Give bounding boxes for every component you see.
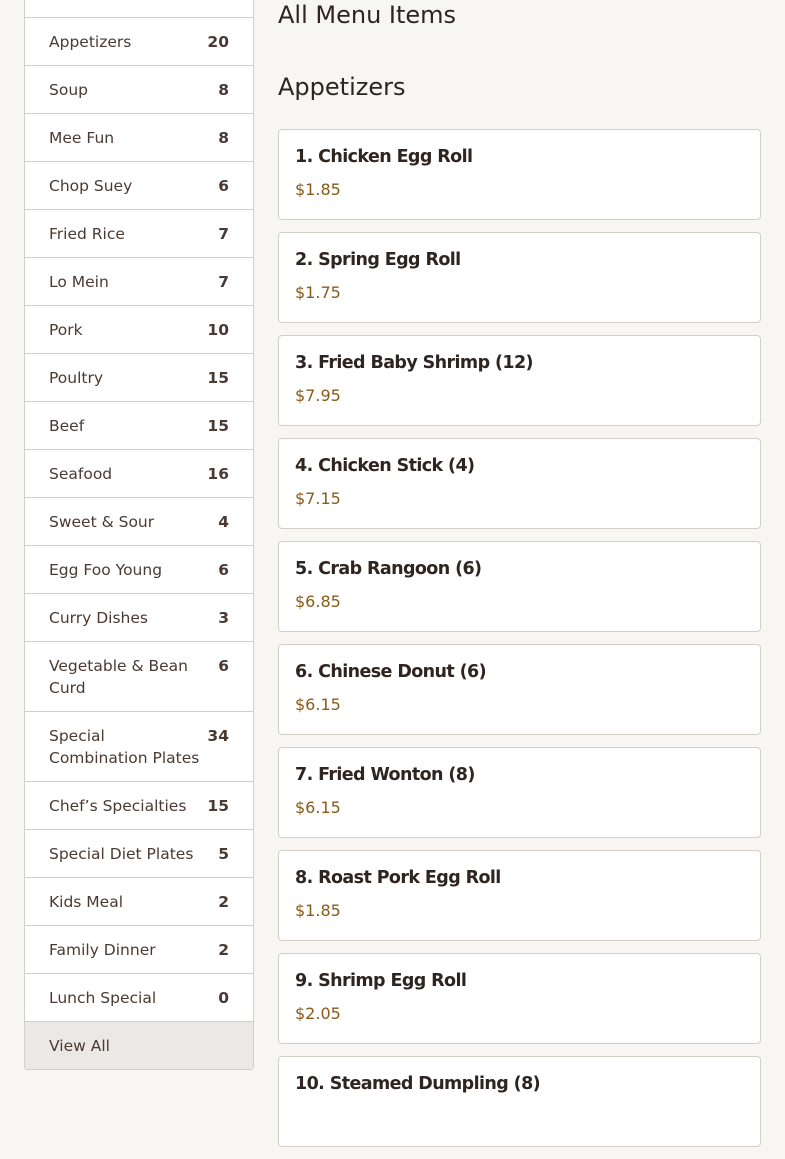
category-label: Special Diet Plates — [49, 845, 194, 863]
category-label: Lo Mein — [49, 273, 109, 291]
menu-item-list — [278, 129, 761, 1159]
category-item-special-diet-plates[interactable] — [25, 829, 253, 877]
category-count: 0 — [218, 989, 229, 1007]
category-item-vegetable-bean-curd[interactable] — [25, 641, 253, 711]
category-count: 7 — [218, 225, 229, 243]
category-sidebar — [24, 0, 254, 1070]
category-count: 6 — [218, 561, 229, 579]
category-item-sweet-sour[interactable] — [25, 497, 253, 545]
category-item-view-all[interactable] — [25, 1021, 253, 1069]
category-count: 16 — [207, 465, 229, 483]
category-label: Soup — [49, 81, 88, 99]
category-count: 8 — [218, 81, 229, 99]
category-label: Special Combination Plates — [49, 727, 200, 767]
category-label: Egg Foo Young — [49, 561, 163, 579]
menu-item-name: 4. Chicken Stick (4) — [295, 456, 475, 476]
category-item-poultry[interactable] — [25, 353, 253, 401]
category-count: 7 — [218, 273, 229, 291]
category-count: 20 — [207, 33, 229, 51]
menu-item-name: 8. Roast Pork Egg Roll — [295, 868, 501, 888]
category-label: Seafood — [49, 465, 113, 483]
menu-item-price: $2.05 — [295, 1004, 341, 1023]
category-count: 15 — [207, 417, 229, 435]
menu-item-card[interactable] — [278, 644, 761, 735]
menu-item-price: $1.75 — [295, 283, 341, 302]
category-count: 6 — [218, 657, 229, 675]
menu-item-card[interactable] — [278, 438, 761, 529]
category-item-special-combination-plates[interactable] — [25, 711, 253, 781]
menu-item-price: $7.95 — [295, 386, 341, 405]
category-count: 2 — [218, 893, 229, 911]
category-item-fried-rice[interactable] — [25, 209, 253, 257]
category-label: Family Dinner — [49, 941, 156, 959]
category-label: Lunch Special — [49, 989, 157, 1007]
category-item-lunch-special[interactable] — [25, 973, 253, 1021]
category-label: Poultry — [49, 369, 104, 387]
menu-item-price: $1.85 — [295, 901, 341, 920]
category-count: 15 — [207, 797, 229, 815]
menu-item-price: $6.15 — [295, 798, 341, 817]
category-label: Sweet & Sour — [49, 513, 155, 531]
menu-item-card[interactable] — [278, 129, 761, 220]
category-label: Appetizers — [49, 33, 132, 51]
category-item-mee-fun[interactable] — [25, 113, 253, 161]
category-item-lo-mein[interactable] — [25, 257, 253, 305]
category-count: 15 — [207, 369, 229, 387]
menu-item-price: $1.85 — [295, 180, 341, 199]
category-label: Beef — [49, 417, 85, 435]
category-count: 2 — [218, 941, 229, 959]
category-label: Chef’s Specialties — [49, 797, 187, 815]
page-title: All Menu Items — [278, 1, 457, 29]
category-item-beef[interactable] — [25, 401, 253, 449]
category-count: 4 — [218, 513, 229, 531]
category-item-appetizers[interactable] — [25, 17, 253, 65]
menu-item-price: $6.15 — [295, 695, 341, 714]
category-item-curry-dishes[interactable] — [25, 593, 253, 641]
category-label: Curry Dishes — [49, 609, 148, 627]
menu-item-name: 7. Fried Wonton (8) — [295, 765, 475, 785]
menu-item-name: 9. Shrimp Egg Roll — [295, 971, 467, 991]
menu-item-name: 5. Crab Rangoon (6) — [295, 559, 482, 579]
menu-item-name: 1. Chicken Egg Roll — [295, 147, 473, 167]
category-item-previous[interactable] — [25, 0, 253, 17]
menu-item-name: 6. Chinese Donut (6) — [295, 662, 487, 682]
menu-item-card[interactable] — [278, 232, 761, 323]
menu-item-card[interactable] — [278, 953, 761, 1044]
category-label: Vegetable & Bean Curd — [49, 657, 189, 697]
menu-item-name: 3. Fried Baby Shrimp (12) — [295, 353, 533, 373]
menu-item-card[interactable] — [278, 335, 761, 426]
category-item-soup[interactable] — [25, 65, 253, 113]
category-count: 8 — [218, 129, 229, 147]
category-item-kids-meal[interactable] — [25, 877, 253, 925]
menu-item-card[interactable] — [278, 747, 761, 838]
menu-item-price: $6.85 — [295, 592, 341, 611]
menu-item-price: $7.15 — [295, 489, 341, 508]
category-count: 10 — [207, 321, 229, 339]
category-item-seafood[interactable] — [25, 449, 253, 497]
category-count: 34 — [207, 727, 229, 745]
category-item-chop-suey[interactable] — [25, 161, 253, 209]
menu-item-name: 2. Spring Egg Roll — [295, 250, 461, 270]
category-item-family-dinner[interactable] — [25, 925, 253, 973]
menu-item-card[interactable] — [278, 1056, 761, 1147]
category-item-chefs-specialties[interactable] — [25, 781, 253, 829]
category-count: 3 — [218, 609, 229, 627]
category-label: Kids Meal — [49, 893, 124, 911]
menu-item-card[interactable] — [278, 541, 761, 632]
category-label: Chop Suey — [49, 177, 133, 195]
category-item-egg-foo-young[interactable] — [25, 545, 253, 593]
view-all-label: View All — [49, 1037, 110, 1055]
category-item-pork[interactable] — [25, 305, 253, 353]
category-count: 6 — [218, 177, 229, 195]
category-label: Fried Rice — [49, 225, 125, 243]
category-label: Mee Fun — [49, 129, 115, 147]
section-title: Appetizers — [278, 73, 406, 101]
menu-item-name: 10. Steamed Dumpling (8) — [295, 1074, 541, 1094]
category-count: 5 — [218, 845, 229, 863]
menu-item-card[interactable] — [278, 850, 761, 941]
category-label: Pork — [49, 321, 83, 339]
